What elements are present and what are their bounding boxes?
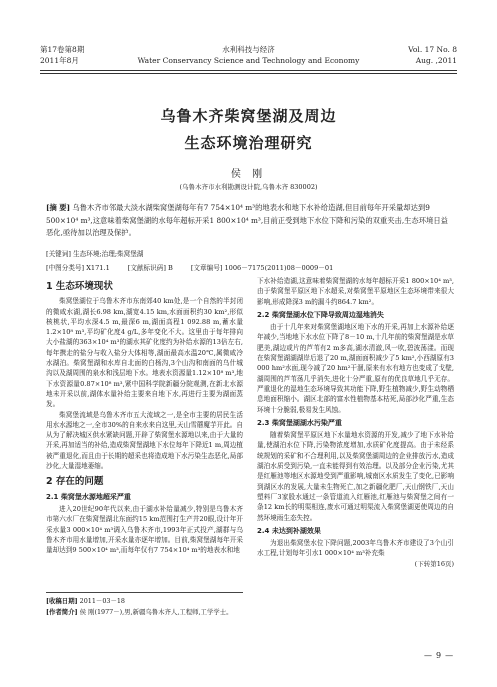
received-date: 2011－03－18 bbox=[79, 597, 125, 605]
author-bio-label: [作者简介] bbox=[46, 607, 78, 616]
author-affiliation: (乌鲁木齐市水利勘测设计院,乌鲁木齐 830002) bbox=[179, 183, 318, 191]
article-id: [文章编号] 1006－7175(2011)08－0009－01 bbox=[190, 264, 334, 272]
paragraph: 由于十几年来对柴窝堡湖地区地下水的开采,再加上水源补给逐年减少,当地地下水水位下降了8－10 m,十几年前的柴窝堡湖是水草肥美,湖边或片的芦苇有2 m多高,湖水清澈,风一吹,碧波荡漾。而现在柴窝堡湖湖湖岸后退了20 m,湖面面积减少了5 km²,小西湖原有3 000 hm²水面,现今减了20 hm²干涸,原来有水有地方也变成了戈壁,湖周围的芦苇荡几乎消失,进化十分严重,原有的优良草地几乎无存。严重退化的湿地生态环境导致其功能下降,野生植物减少,野生动物栖息地面积缩小。湖区北部的富水性植物基本枯死,局部沙化严重,生态环境十分脆弱,极易发生风蚀。 bbox=[257, 323, 454, 414]
issue-date: 2011年8月 bbox=[40, 56, 79, 65]
section-1-title: 1 生态环境现状 bbox=[46, 281, 113, 292]
journal-name-cn: 水利科技与经济 bbox=[222, 45, 275, 54]
header-divider bbox=[40, 70, 457, 71]
left-column bbox=[46, 276, 243, 555]
document-code: [文献标识码] B bbox=[127, 264, 173, 272]
article-title-line1: 乌鲁木齐柴窝堡湖及周边 bbox=[160, 107, 337, 125]
issue-volume: 第17卷第8期 bbox=[40, 45, 85, 54]
abstract-label: [摘 要] bbox=[46, 203, 71, 212]
paragraph: 下水补给造湖,这意味着柴窝堡湖的水每年超标开采1 800×10⁴ m³,由于柴窝堡平原区地下水超采,对柴窝堡平原地区生态环境带来很大影响,形成降深3 m的漏斗约864.7 km²。 bbox=[257, 277, 454, 306]
keywords-text: 生态环境;治理;柴窝堡湖 bbox=[73, 250, 144, 258]
page-number-value: 9 bbox=[436, 651, 442, 660]
journal-name-en: Water Conservancy Science and Technology and Economy bbox=[137, 56, 360, 65]
abstract bbox=[46, 202, 454, 240]
journal-header bbox=[40, 44, 457, 74]
paragraph: 柴窝堡流域是乌鲁木齐市五大流域之一,是全市主要的居民生活用水水源地之一,全市30%的自来水来自这里,天山雪蘑魔芋开此。自从为了解决城区供水紧缺问题,开辟了柴窝堡水源地以来,由于大量的开采,再加适当的补给,造成柴窝堡湖地下水位每年下降近1 m,周边植被严重退化,而且由于长期的超采也将造成地下水污染生态恶化,局部沙化,大量湿地萎缩。 bbox=[46, 410, 243, 471]
page-number: — 9 — bbox=[424, 651, 454, 660]
article-title-line2: 生态环境治理研究 bbox=[184, 134, 313, 152]
classification-line bbox=[46, 262, 454, 272]
keywords bbox=[46, 249, 454, 259]
keywords-label: [关键词] bbox=[46, 250, 71, 258]
footnote bbox=[46, 592, 243, 617]
author-name: 侯 刚 bbox=[230, 169, 267, 180]
section-2-title: 2 存在的问题 bbox=[46, 476, 104, 488]
subsection-2-4-title: 2.4 未达到补湖效果 bbox=[257, 526, 321, 535]
continued-note: (下转第16页) bbox=[414, 559, 454, 568]
subsection-2-3-title: 2.3 柴窝堡湖湖水污染严重 bbox=[257, 418, 342, 427]
paragraph: 随着柴窝堡平原区地下水量地水资源的开发,减少了地下水补给量,使湖泊水位下降,污染物浓度增加,水质矿化度提高。由于未经系统规划的采矿和不合理利用,以及柴窝堡湖周边的企业排放污水,造成湖泊水质受到污染,一直未能得到有效治理。以及部分企业污染,尤其是红雁池等地区水源地受到严重影响,城南区水质发生了变化,已影响到湖区水的发展,大量未生物死亡,加之新疆化肥厂,天山钢铁厂,天山塑料厂3家股水通过一条管道流入红雁池,红雁池与柴窝堡之间有一条12 km长的明渠相连,废水可通过明渠流入柴窝堡湖更使周边的自然环境雨生态失控。 bbox=[257, 431, 454, 522]
right-column bbox=[257, 276, 454, 569]
date-en: Aug. ,2011 bbox=[415, 56, 457, 65]
volume-en: Vol. 17 No. 8 bbox=[408, 45, 457, 54]
author-bio: 侯 刚(1977－),男,新疆乌鲁木齐人,工程师,工学学士。 bbox=[79, 607, 233, 616]
paragraph: 为退出柴窝堡水位下降问题,2003年乌鲁木齐市建设了3个山引水工程,计划每年引水1 000×10⁴ m³补充柴 bbox=[257, 539, 454, 558]
paragraph: 进入20世纪90年代以来,由于湖水补给量减少,特别是乌鲁木齐市第六水厂在柴窝堡湖北东面约15 km范围打生产井20眼,设计年开采水量3 000×10⁴ m³调入乌鲁木齐市,1993年正式投产,湖群与乌鲁木齐市用水量增加,开采水量亦逐年增加。目前,柴窝堡湖每年开采量却达到9 500×10⁴ m³,而每年仅有7 754×10⁴ m³的地表水和地 bbox=[46, 504, 243, 555]
subsection-2-1-title: 2.1 柴窝堡水源地超采严重 bbox=[46, 492, 131, 501]
abstract-text: 乌鲁木齐市邻最大淡水湖柴窝堡湖每年有7 754×10⁴ m³的地表水和地下水补给造湖,但目前每年开采量却达到9 500×10⁴ m³,这意味着柴窝堡湖的水每年超标开采1 800×10⁴ m³,目前正受到地下水位下降和污染的双重夹击,生态环境日益恶化,亟待加以治理及保护。 bbox=[46, 203, 448, 237]
subsection-2-2-title: 2.2 柴窝堡湖水位下降导致周边湿地消失 bbox=[257, 310, 384, 319]
received-label: [收稿日期] bbox=[46, 597, 78, 605]
clc-number: [中图分类号] X171.1 bbox=[46, 264, 110, 272]
paragraph: 柴窝堡湖位于乌鲁木齐市东南郊40 km处,是一个自然的半封闭的微咸水湖,湖长6.98 km,湖宽4.15 km,水面面积约30 km²,形似核桃状,平均水深4.5 m,最深6 m,湖面高程1 092.88 m,蓄水量1.2×10⁸ m³,平均矿化度4 g/L,多年变化不大。这里由于每年排向大小盐湖的363×10⁴ m³的湖水其矿化度约为补给水源的13倍左右,每年携走的盐分与收入盐分大体相等,湖面最高水温20℃,属微咸冷水湖泊。柴窝堡湖和水库自北面的白杨沟,3个山沟和南面的乌什城沟以及湖周围的泉水和浅层地下水。地表水资源量1.12×10⁸ m³,地下水资源量0.87×10⁸ m³,紧中国科学院新疆分院观测,在新北水源地未开采以前,湖体水量补给主要来自地下水,再进行主要为湖面蒸发。 bbox=[46, 297, 243, 409]
